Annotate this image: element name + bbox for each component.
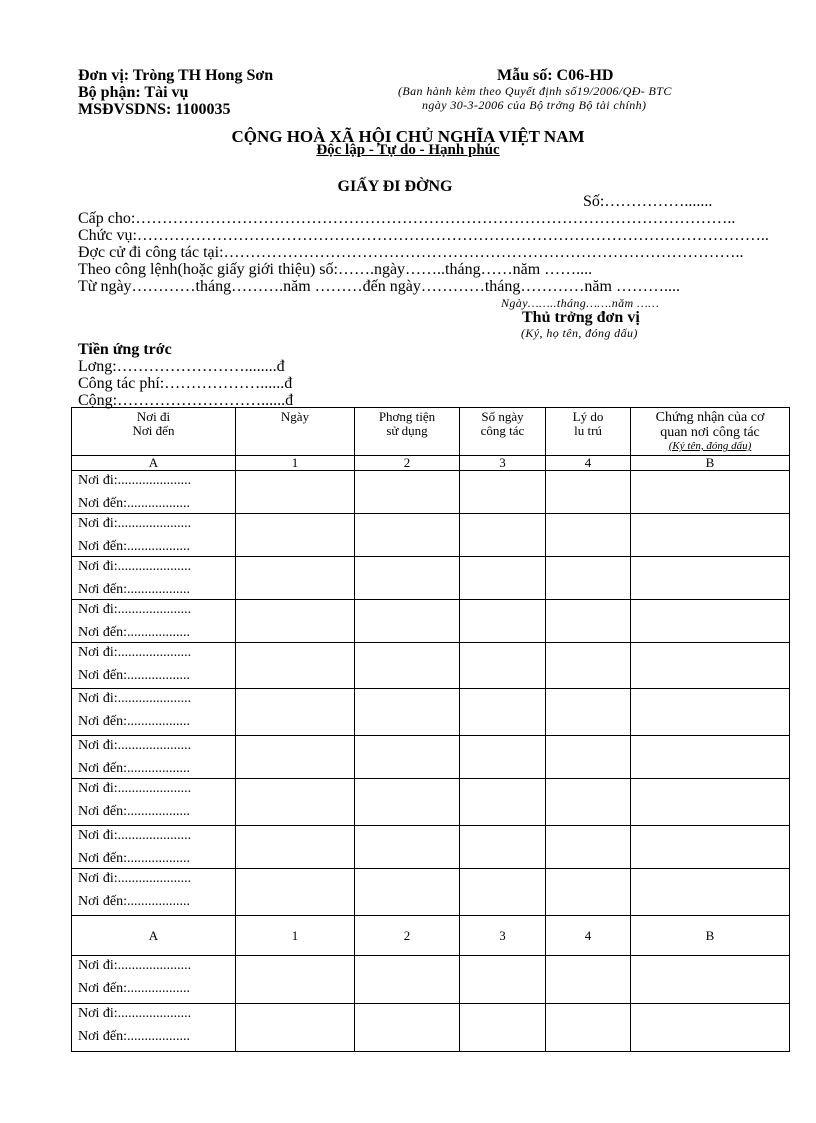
empty-cell <box>631 956 790 1004</box>
advance-salary: Lơng:……………………........đ <box>78 358 285 375</box>
arrive-label: Nơi đến:.................. <box>78 981 191 996</box>
header-place: Nơi đi Nơi đến <box>72 408 236 456</box>
table-row <box>72 557 790 600</box>
empty-cell <box>631 689 790 736</box>
advance-travel: Công tác phí:………………......đ <box>78 375 293 392</box>
code-row <box>72 456 790 471</box>
empty-cell <box>460 557 546 600</box>
empty-cell <box>460 471 546 514</box>
code-cell: 2 <box>355 456 460 471</box>
arrive-label: Nơi đến:.................. <box>78 714 191 729</box>
empty-cell <box>460 779 546 826</box>
place-cell <box>72 779 236 826</box>
arrive-label: Nơi đến:.................. <box>78 1029 191 1044</box>
empty-cell <box>460 689 546 736</box>
decree-line-2: ngày 30-3-2006 của Bộ trởng Bộ tài chính) <box>422 98 647 112</box>
code-cell: 4 <box>546 456 631 471</box>
empty-cell <box>546 600 631 643</box>
empty-cell <box>460 1004 546 1052</box>
table-row <box>72 643 790 689</box>
empty-cell <box>460 643 546 689</box>
header-certify: Chứng nhận của cơ quan nơi công tác (Ký tên, đóng dấu) <box>631 408 790 456</box>
form-number: Mẫu số: C06-HD <box>497 67 614 84</box>
empty-cell <box>355 600 460 643</box>
empty-cell <box>355 826 460 869</box>
budget-code: MSĐVSDNS: 1100035 <box>78 101 231 118</box>
travel-table <box>71 407 790 1052</box>
code-row-2 <box>72 916 790 956</box>
empty-cell <box>546 779 631 826</box>
code-cell: 1 <box>236 456 355 471</box>
empty-cell <box>546 514 631 557</box>
empty-cell <box>236 471 355 514</box>
code-cell: 3 <box>460 916 546 956</box>
empty-cell <box>631 557 790 600</box>
empty-cell <box>631 1004 790 1052</box>
empty-cell <box>631 826 790 869</box>
empty-cell <box>631 779 790 826</box>
empty-cell <box>236 514 355 557</box>
place-cell <box>72 826 236 869</box>
empty-cell <box>236 826 355 869</box>
empty-cell <box>236 736 355 779</box>
place-cell <box>72 557 236 600</box>
place-cell <box>72 514 236 557</box>
empty-cell <box>355 557 460 600</box>
arrive-label: Nơi đến:.................. <box>78 582 191 597</box>
place-cell <box>72 956 236 1004</box>
empty-cell <box>460 826 546 869</box>
empty-cell <box>546 643 631 689</box>
depart-label: Nơi đi:..................... <box>78 691 192 706</box>
code-cell: 2 <box>355 916 460 956</box>
place-cell <box>72 869 236 916</box>
empty-cell <box>355 956 460 1004</box>
depart-label: Nơi đi:..................... <box>78 473 192 488</box>
issued-to-field: Cấp cho:………………………………………………………………………………………………….. <box>78 210 736 227</box>
empty-cell <box>355 689 460 736</box>
empty-cell <box>631 514 790 557</box>
period-field: Từ ngày…………tháng……….năm ………đến ngày…………tháng…………năm ……….... <box>78 278 680 295</box>
code-cell: B <box>631 916 790 956</box>
code-cell: 4 <box>546 916 631 956</box>
arrive-label: Nơi đến:.................. <box>78 625 191 640</box>
signature-date: Ngày……..tháng…….năm …… <box>501 296 660 310</box>
depart-label: Nơi đi:..................... <box>78 738 192 753</box>
arrive-label: Nơi đến:.................. <box>78 668 191 683</box>
motto: Độc lập - Tự do - Hạnh phúc <box>316 142 500 158</box>
table-row <box>72 826 790 869</box>
table-row <box>72 689 790 736</box>
table-row <box>72 471 790 514</box>
signature-note: (Ký, họ tên, đóng dấu) <box>521 326 638 340</box>
decree-line-1: (Ban hành kèm theo Quyết định số19/2006/QĐ- BTC <box>398 84 672 98</box>
table-header-row <box>72 408 790 456</box>
empty-cell <box>355 1004 460 1052</box>
depart-label: Nơi đi:..................... <box>78 516 192 531</box>
empty-cell <box>631 869 790 916</box>
arrive-label: Nơi đến:.................. <box>78 894 191 909</box>
empty-cell <box>546 471 631 514</box>
empty-cell <box>236 956 355 1004</box>
table-row <box>72 869 790 916</box>
table-row <box>72 956 790 1004</box>
empty-cell <box>355 471 460 514</box>
empty-cell <box>355 736 460 779</box>
nation-title: CỘNG HOÀ XÃ HỘI CHỦ NGHĨA VIỆT NAM <box>231 127 585 146</box>
header-date: Ngày <box>236 408 355 456</box>
arrive-label: Nơi đến:.................. <box>78 804 191 819</box>
advance-title: Tiền ứng trớc <box>78 341 172 358</box>
empty-cell <box>546 689 631 736</box>
empty-cell <box>236 779 355 826</box>
empty-cell <box>546 826 631 869</box>
empty-cell <box>631 471 790 514</box>
empty-cell <box>236 557 355 600</box>
header-reason: Lý do lu trú <box>546 408 631 456</box>
empty-cell <box>460 600 546 643</box>
empty-cell <box>460 736 546 779</box>
arrive-label: Nơi đến:.................. <box>78 761 191 776</box>
department: Bộ phận: Tài vụ <box>78 84 189 101</box>
empty-cell <box>236 869 355 916</box>
code-cell: 1 <box>236 916 355 956</box>
empty-cell <box>546 557 631 600</box>
depart-label: Nơi đi:..................... <box>78 645 192 660</box>
empty-cell <box>236 1004 355 1052</box>
place-cell <box>72 471 236 514</box>
code-cell: 3 <box>460 456 546 471</box>
empty-cell <box>355 779 460 826</box>
empty-cell <box>546 736 631 779</box>
place-cell <box>72 736 236 779</box>
table-row <box>72 600 790 643</box>
table-row <box>72 779 790 826</box>
empty-cell <box>460 956 546 1004</box>
header-certify-note: (Ký tên, đóng dấu) <box>668 440 752 452</box>
depart-label: Nơi đi:..................... <box>78 1006 192 1021</box>
place-cell <box>72 1004 236 1052</box>
header-transport: Phơng tiện sử dụng <box>355 408 460 456</box>
empty-cell <box>460 514 546 557</box>
code-cell: A <box>72 456 236 471</box>
empty-cell <box>460 869 546 916</box>
code-cell: B <box>631 456 790 471</box>
table-row <box>72 1004 790 1052</box>
unit-name: Đơn vị: Tròng TH Hong Sơn <box>78 67 274 84</box>
empty-cell <box>631 736 790 779</box>
place-cell <box>72 600 236 643</box>
arrive-label: Nơi đến:.................. <box>78 851 191 866</box>
depart-label: Nơi đi:..................... <box>78 871 192 886</box>
arrive-label: Nơi đến:.................. <box>78 539 191 554</box>
depart-label: Nơi đi:..................... <box>78 958 192 973</box>
place-cell <box>72 689 236 736</box>
empty-cell <box>546 869 631 916</box>
empty-cell <box>355 643 460 689</box>
arrive-label: Nơi đến:.................. <box>78 496 191 511</box>
empty-cell <box>631 600 790 643</box>
empty-cell <box>236 689 355 736</box>
depart-label: Nơi đi:..................... <box>78 828 192 843</box>
empty-cell <box>355 514 460 557</box>
code-cell: A <box>72 916 236 956</box>
depart-label: Nơi đi:..................... <box>78 559 192 574</box>
empty-cell <box>236 643 355 689</box>
document-number: Số:……………....... <box>583 193 713 210</box>
empty-cell <box>546 956 631 1004</box>
signature-title: Thủ trởng đơn vị <box>522 309 640 326</box>
page-title: GIẤY ĐI ĐỜNG <box>337 178 453 195</box>
table-row <box>72 514 790 557</box>
empty-cell <box>631 643 790 689</box>
empty-cell <box>236 600 355 643</box>
depart-label: Nơi đi:..................... <box>78 602 192 617</box>
position-field: Chức vụ:……………………………………………………………………………………………………….. <box>78 227 769 244</box>
place-cell <box>72 643 236 689</box>
empty-cell <box>355 869 460 916</box>
empty-cell <box>546 1004 631 1052</box>
advance-total: Cộng:………………………......đ <box>78 392 294 409</box>
header-days: Số ngày công tác <box>460 408 546 456</box>
assigned-field: Đợc cử đi công tác tại:…………………………………………………………………………………….. <box>78 244 744 261</box>
order-field: Theo công lệnh(hoặc giấy giới thiệu) số:…….ngày……..tháng……năm …….... <box>78 261 593 278</box>
depart-label: Nơi đi:..................... <box>78 781 192 796</box>
table-row <box>72 736 790 779</box>
